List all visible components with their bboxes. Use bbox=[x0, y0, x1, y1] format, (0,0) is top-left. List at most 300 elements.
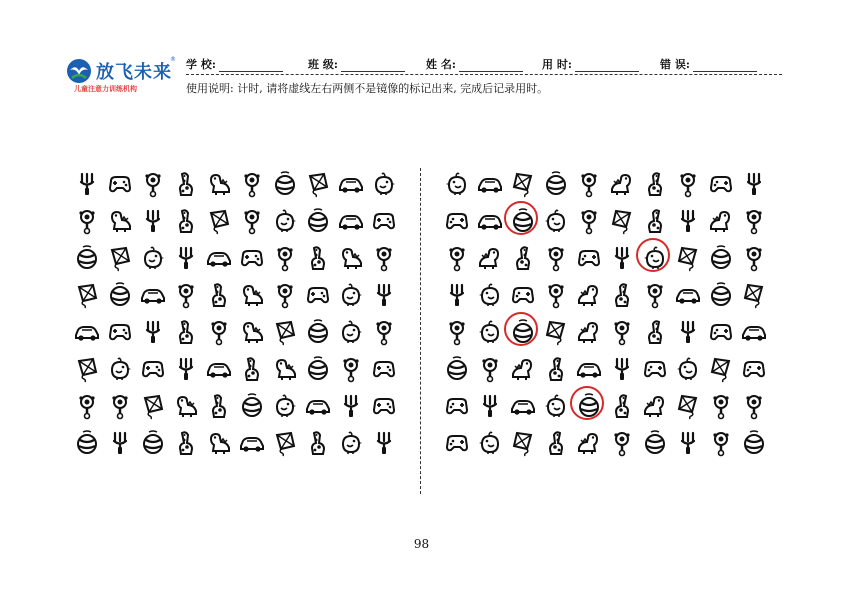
right-grid-cell[interactable] bbox=[473, 316, 506, 353]
left-grid-cell[interactable] bbox=[301, 427, 334, 464]
car-icon bbox=[337, 207, 365, 235]
left-grid-cell[interactable] bbox=[334, 242, 367, 279]
rattle-icon bbox=[542, 244, 570, 272]
right-grid-cell[interactable] bbox=[737, 168, 770, 205]
car-icon bbox=[205, 244, 233, 272]
right-grid-cell[interactable] bbox=[671, 205, 704, 242]
left-grid-cell[interactable] bbox=[136, 316, 169, 353]
ball-icon bbox=[304, 207, 332, 235]
left-grid-cell[interactable] bbox=[103, 279, 136, 316]
left-grid-cell[interactable] bbox=[103, 427, 136, 464]
ball-icon bbox=[139, 429, 167, 457]
left-grid-cell[interactable] bbox=[235, 279, 268, 316]
rattle-icon bbox=[443, 244, 471, 272]
left-grid-row bbox=[70, 242, 400, 279]
dino-icon bbox=[172, 392, 200, 420]
left-grid-cell[interactable] bbox=[136, 205, 169, 242]
ball-icon bbox=[106, 281, 134, 309]
rattle-icon bbox=[271, 281, 299, 309]
rattle-icon bbox=[172, 281, 200, 309]
giraffe-icon bbox=[509, 244, 537, 272]
right-grid-cell[interactable] bbox=[605, 316, 638, 353]
left-grid-cell[interactable] bbox=[103, 205, 136, 242]
left-grid-cell[interactable] bbox=[334, 205, 367, 242]
chick-icon bbox=[476, 318, 504, 346]
chick-icon bbox=[337, 429, 365, 457]
right-grid-cell[interactable] bbox=[737, 427, 770, 464]
right-grid-cell[interactable] bbox=[440, 390, 473, 427]
left-grid-cell[interactable] bbox=[301, 168, 334, 205]
left-grid-cell[interactable] bbox=[169, 390, 202, 427]
left-grid-cell[interactable] bbox=[268, 390, 301, 427]
car-icon bbox=[205, 355, 233, 383]
giraffe-icon bbox=[238, 355, 266, 383]
car-icon bbox=[139, 281, 167, 309]
right-grid-cell[interactable] bbox=[638, 353, 671, 390]
gamepad-icon bbox=[370, 392, 398, 420]
left-grid-cell[interactable] bbox=[301, 279, 334, 316]
left-grid-cell[interactable] bbox=[202, 168, 235, 205]
right-grid-cell[interactable] bbox=[704, 168, 737, 205]
left-grid-cell[interactable] bbox=[169, 205, 202, 242]
left-grid-cell[interactable] bbox=[334, 390, 367, 427]
right-grid-cell[interactable] bbox=[704, 390, 737, 427]
kite-icon bbox=[674, 392, 702, 420]
left-grid-cell[interactable] bbox=[70, 353, 103, 390]
left-grid-cell[interactable] bbox=[367, 168, 400, 205]
left-grid-cell[interactable] bbox=[103, 168, 136, 205]
logo-title: 放飞未来 bbox=[96, 62, 172, 83]
kite-icon bbox=[608, 207, 636, 235]
left-grid-cell[interactable] bbox=[268, 168, 301, 205]
red-circle-mark bbox=[504, 201, 538, 235]
car-icon bbox=[73, 318, 101, 346]
left-grid-cell[interactable] bbox=[70, 390, 103, 427]
right-grid-cell[interactable] bbox=[671, 353, 704, 390]
left-grid-cell[interactable] bbox=[70, 427, 103, 464]
right-grid-cell[interactable] bbox=[440, 279, 473, 316]
left-grid-cell[interactable] bbox=[334, 427, 367, 464]
chick-icon bbox=[271, 392, 299, 420]
red-circle-mark bbox=[570, 386, 604, 420]
right-grid-cell[interactable] bbox=[440, 427, 473, 464]
dino-icon bbox=[641, 392, 669, 420]
right-icon-grid bbox=[440, 168, 770, 464]
left-grid-cell[interactable] bbox=[367, 205, 400, 242]
giraffe-icon bbox=[205, 392, 233, 420]
rattle-icon bbox=[139, 170, 167, 198]
left-grid-cell[interactable] bbox=[301, 390, 334, 427]
logo-registered-mark: ® bbox=[170, 56, 176, 63]
rattle-icon bbox=[674, 170, 702, 198]
left-grid-cell[interactable] bbox=[235, 205, 268, 242]
left-grid-cell[interactable] bbox=[136, 353, 169, 390]
left-grid-cell[interactable] bbox=[70, 205, 103, 242]
left-grid-cell[interactable] bbox=[268, 242, 301, 279]
right-grid-cell[interactable] bbox=[638, 390, 671, 427]
dino-icon bbox=[575, 429, 603, 457]
ball-icon bbox=[707, 281, 735, 309]
kite-icon bbox=[542, 318, 570, 346]
left-grid-cell[interactable] bbox=[103, 242, 136, 279]
left-grid-cell[interactable] bbox=[235, 390, 268, 427]
left-grid-cell[interactable] bbox=[268, 279, 301, 316]
right-grid-cell[interactable] bbox=[572, 353, 605, 390]
right-grid-cell[interactable] bbox=[539, 168, 572, 205]
right-grid-cell[interactable] bbox=[605, 390, 638, 427]
gamepad-icon bbox=[443, 392, 471, 420]
left-grid-cell[interactable] bbox=[202, 205, 235, 242]
left-grid-cell[interactable] bbox=[367, 242, 400, 279]
worksheet-header bbox=[60, 48, 780, 100]
right-grid-row bbox=[440, 168, 770, 205]
right-grid-cell[interactable] bbox=[704, 279, 737, 316]
fork-icon bbox=[172, 355, 200, 383]
left-grid-cell[interactable] bbox=[235, 168, 268, 205]
left-grid-cell[interactable] bbox=[367, 427, 400, 464]
rattle-icon bbox=[608, 318, 636, 346]
chick-icon bbox=[476, 429, 504, 457]
right-grid-cell[interactable] bbox=[506, 390, 539, 427]
left-grid-cell[interactable] bbox=[136, 242, 169, 279]
left-grid-cell[interactable] bbox=[268, 205, 301, 242]
right-grid-cell[interactable] bbox=[440, 242, 473, 279]
left-grid-cell[interactable] bbox=[136, 390, 169, 427]
rattle-icon bbox=[740, 244, 768, 272]
right-grid-cell[interactable] bbox=[671, 316, 704, 353]
kite-icon bbox=[674, 244, 702, 272]
kite-icon bbox=[73, 355, 101, 383]
left-grid-cell[interactable] bbox=[103, 316, 136, 353]
left-grid-cell[interactable] bbox=[169, 316, 202, 353]
fork-icon bbox=[674, 429, 702, 457]
left-grid-cell[interactable] bbox=[103, 353, 136, 390]
dino-icon bbox=[205, 429, 233, 457]
right-grid-cell[interactable] bbox=[638, 168, 671, 205]
right-grid-cell[interactable] bbox=[473, 427, 506, 464]
right-grid-cell[interactable] bbox=[737, 242, 770, 279]
left-grid-row bbox=[70, 390, 400, 427]
dino-icon bbox=[271, 355, 299, 383]
kite-icon bbox=[139, 392, 167, 420]
time-used-field[interactable]: 用 时: bbox=[542, 56, 639, 72]
chick-icon bbox=[443, 170, 471, 198]
giraffe-icon bbox=[304, 244, 332, 272]
left-grid-cell[interactable] bbox=[334, 353, 367, 390]
right-grid-cell[interactable] bbox=[638, 205, 671, 242]
right-grid-cell[interactable] bbox=[539, 316, 572, 353]
giraffe-icon bbox=[608, 392, 636, 420]
right-grid-row bbox=[440, 427, 770, 464]
rattle-icon bbox=[575, 207, 603, 235]
fork-icon bbox=[73, 170, 101, 198]
instruction-text: 使用说明: 计时, 请将虚线左右两侧不是镜像的标记出来, 完成后记录用时。 bbox=[186, 82, 549, 95]
giraffe-icon bbox=[641, 207, 669, 235]
right-grid-cell[interactable] bbox=[572, 427, 605, 464]
giraffe-icon bbox=[608, 281, 636, 309]
car-icon bbox=[238, 429, 266, 457]
giraffe-icon bbox=[172, 429, 200, 457]
rattle-icon bbox=[641, 281, 669, 309]
right-grid-cell[interactable] bbox=[440, 168, 473, 205]
left-grid-cell[interactable] bbox=[367, 279, 400, 316]
left-grid-cell[interactable] bbox=[334, 168, 367, 205]
dino-icon bbox=[238, 318, 266, 346]
right-grid-cell[interactable] bbox=[605, 279, 638, 316]
right-grid-cell[interactable] bbox=[704, 242, 737, 279]
right-grid-row bbox=[440, 390, 770, 427]
rattle-icon bbox=[73, 392, 101, 420]
dino-icon bbox=[707, 207, 735, 235]
dino-icon bbox=[509, 355, 537, 383]
kite-icon bbox=[205, 207, 233, 235]
left-grid-cell[interactable] bbox=[268, 353, 301, 390]
left-grid-cell[interactable] bbox=[268, 316, 301, 353]
left-grid-cell[interactable] bbox=[235, 427, 268, 464]
gamepad-icon bbox=[106, 170, 134, 198]
right-grid-cell[interactable] bbox=[572, 390, 605, 427]
left-grid-cell[interactable] bbox=[235, 353, 268, 390]
left-grid-cell[interactable] bbox=[202, 242, 235, 279]
right-grid-row bbox=[440, 242, 770, 279]
kite-icon bbox=[304, 170, 332, 198]
right-grid-cell[interactable] bbox=[506, 279, 539, 316]
gamepad-icon bbox=[139, 355, 167, 383]
gamepad-icon bbox=[304, 281, 332, 309]
kite-icon bbox=[73, 281, 101, 309]
chick-icon bbox=[337, 318, 365, 346]
right-grid-cell[interactable] bbox=[473, 242, 506, 279]
left-grid-cell[interactable] bbox=[202, 390, 235, 427]
right-grid-cell[interactable] bbox=[737, 353, 770, 390]
fork-icon bbox=[172, 244, 200, 272]
car-icon bbox=[674, 281, 702, 309]
fork-icon bbox=[674, 207, 702, 235]
right-grid-cell[interactable] bbox=[638, 427, 671, 464]
right-grid-cell[interactable] bbox=[539, 205, 572, 242]
right-grid-cell[interactable] bbox=[704, 427, 737, 464]
gamepad-icon bbox=[370, 207, 398, 235]
rattle-icon bbox=[238, 170, 266, 198]
right-grid-cell[interactable] bbox=[539, 353, 572, 390]
rattle-icon bbox=[271, 244, 299, 272]
chick-icon bbox=[476, 281, 504, 309]
left-grid-cell[interactable] bbox=[136, 168, 169, 205]
right-grid-cell[interactable] bbox=[638, 279, 671, 316]
left-grid-cell[interactable] bbox=[70, 316, 103, 353]
right-grid-cell[interactable] bbox=[605, 353, 638, 390]
right-grid-cell[interactable] bbox=[440, 205, 473, 242]
left-grid-cell[interactable] bbox=[301, 242, 334, 279]
giraffe-icon bbox=[641, 170, 669, 198]
left-grid-cell[interactable] bbox=[235, 316, 268, 353]
right-grid-cell[interactable] bbox=[473, 168, 506, 205]
right-grid-cell[interactable] bbox=[506, 353, 539, 390]
left-grid-cell[interactable] bbox=[334, 316, 367, 353]
left-grid-cell[interactable] bbox=[70, 279, 103, 316]
left-grid-cell[interactable] bbox=[367, 353, 400, 390]
page-number: 98 bbox=[413, 537, 430, 551]
gamepad-icon bbox=[509, 281, 537, 309]
right-grid-cell[interactable] bbox=[737, 205, 770, 242]
fork-icon bbox=[476, 392, 504, 420]
ball-icon bbox=[73, 244, 101, 272]
left-grid-cell[interactable] bbox=[70, 242, 103, 279]
car-icon bbox=[740, 318, 768, 346]
fork-icon bbox=[674, 318, 702, 346]
right-grid-cell[interactable] bbox=[704, 316, 737, 353]
errors-field[interactable]: 错 误: bbox=[660, 56, 757, 72]
ball-icon bbox=[73, 429, 101, 457]
right-grid-cell[interactable] bbox=[737, 316, 770, 353]
giraffe-icon bbox=[641, 318, 669, 346]
right-grid-cell[interactable] bbox=[704, 353, 737, 390]
right-grid-cell[interactable] bbox=[572, 168, 605, 205]
right-grid-cell[interactable] bbox=[506, 242, 539, 279]
chick-icon bbox=[139, 244, 167, 272]
left-grid-row bbox=[70, 279, 400, 316]
left-grid-row bbox=[70, 168, 400, 205]
fork-icon bbox=[608, 355, 636, 383]
rattle-icon bbox=[337, 355, 365, 383]
right-grid-cell[interactable] bbox=[737, 390, 770, 427]
right-grid-cell[interactable] bbox=[638, 316, 671, 353]
right-grid-cell[interactable] bbox=[506, 168, 539, 205]
right-grid-cell[interactable] bbox=[572, 205, 605, 242]
giraffe-icon bbox=[205, 281, 233, 309]
gamepad-icon bbox=[370, 355, 398, 383]
gamepad-icon bbox=[740, 355, 768, 383]
fork-icon bbox=[139, 207, 167, 235]
left-grid-cell[interactable] bbox=[169, 242, 202, 279]
right-grid-cell[interactable] bbox=[539, 242, 572, 279]
rattle-icon bbox=[707, 429, 735, 457]
left-grid-cell[interactable] bbox=[169, 168, 202, 205]
left-grid-cell[interactable] bbox=[202, 353, 235, 390]
left-grid-cell[interactable] bbox=[301, 353, 334, 390]
left-grid-cell[interactable] bbox=[367, 390, 400, 427]
kite-icon bbox=[106, 244, 134, 272]
left-grid-cell[interactable] bbox=[103, 390, 136, 427]
fork-icon bbox=[370, 281, 398, 309]
gamepad-icon bbox=[575, 244, 603, 272]
rattle-icon bbox=[740, 392, 768, 420]
right-grid-cell[interactable] bbox=[671, 279, 704, 316]
school-field[interactable]: 学 校: bbox=[186, 56, 283, 72]
right-grid-cell[interactable] bbox=[473, 390, 506, 427]
left-grid-cell[interactable] bbox=[70, 168, 103, 205]
right-grid-row bbox=[440, 316, 770, 353]
left-grid-cell[interactable] bbox=[301, 316, 334, 353]
right-grid-cell[interactable] bbox=[671, 427, 704, 464]
right-grid-cell[interactable] bbox=[440, 316, 473, 353]
right-grid-cell[interactable] bbox=[572, 316, 605, 353]
chick-icon bbox=[674, 355, 702, 383]
dino-icon bbox=[575, 281, 603, 309]
right-grid-cell[interactable] bbox=[638, 242, 671, 279]
giraffe-icon bbox=[542, 355, 570, 383]
gamepad-icon bbox=[641, 355, 669, 383]
ball-icon bbox=[271, 170, 299, 198]
chick-icon bbox=[106, 355, 134, 383]
fork-icon bbox=[370, 429, 398, 457]
left-grid-cell[interactable] bbox=[169, 279, 202, 316]
right-grid-cell[interactable] bbox=[572, 242, 605, 279]
right-grid-cell[interactable] bbox=[572, 279, 605, 316]
left-grid-cell[interactable] bbox=[169, 353, 202, 390]
left-grid-cell[interactable] bbox=[169, 427, 202, 464]
name-field[interactable]: 姓 名: bbox=[426, 56, 523, 72]
right-grid-cell[interactable] bbox=[440, 353, 473, 390]
left-grid-cell[interactable] bbox=[136, 427, 169, 464]
class-field[interactable]: 班 级: bbox=[308, 56, 405, 72]
right-grid-cell[interactable] bbox=[737, 279, 770, 316]
right-grid-cell[interactable] bbox=[539, 279, 572, 316]
right-grid-cell[interactable] bbox=[605, 168, 638, 205]
left-grid-cell[interactable] bbox=[202, 427, 235, 464]
right-grid-cell[interactable] bbox=[473, 205, 506, 242]
left-grid-cell[interactable] bbox=[202, 279, 235, 316]
mirror-divider bbox=[420, 168, 421, 494]
car-icon bbox=[575, 355, 603, 383]
car-icon bbox=[476, 170, 504, 198]
left-grid-cell[interactable] bbox=[202, 316, 235, 353]
logo-subtitle: 儿童注意力训练机构 bbox=[74, 85, 137, 93]
left-grid-cell[interactable] bbox=[334, 279, 367, 316]
right-grid-cell[interactable] bbox=[473, 279, 506, 316]
left-grid-cell[interactable] bbox=[301, 205, 334, 242]
right-grid-cell[interactable] bbox=[605, 242, 638, 279]
right-grid-cell[interactable] bbox=[605, 427, 638, 464]
right-grid-cell[interactable] bbox=[671, 242, 704, 279]
right-grid-cell[interactable] bbox=[473, 353, 506, 390]
rattle-icon bbox=[740, 207, 768, 235]
right-grid-cell[interactable] bbox=[605, 205, 638, 242]
right-grid-cell[interactable] bbox=[704, 205, 737, 242]
fork-icon bbox=[608, 244, 636, 272]
kite-icon bbox=[271, 429, 299, 457]
student-info-fields bbox=[186, 56, 782, 75]
right-grid-cell[interactable] bbox=[506, 205, 539, 242]
rattle-icon bbox=[73, 207, 101, 235]
left-grid-cell[interactable] bbox=[268, 427, 301, 464]
dino-icon bbox=[608, 170, 636, 198]
fork-icon bbox=[139, 318, 167, 346]
right-grid-cell[interactable] bbox=[671, 390, 704, 427]
rattle-icon bbox=[370, 318, 398, 346]
left-grid-cell[interactable] bbox=[136, 279, 169, 316]
fork-icon bbox=[337, 392, 365, 420]
right-grid-cell[interactable] bbox=[506, 427, 539, 464]
ball-icon bbox=[641, 429, 669, 457]
ball-icon bbox=[443, 355, 471, 383]
right-grid-cell[interactable] bbox=[539, 427, 572, 464]
right-grid-cell[interactable] bbox=[506, 316, 539, 353]
chick-icon bbox=[271, 207, 299, 235]
gamepad-icon bbox=[707, 318, 735, 346]
fork-icon bbox=[106, 429, 134, 457]
left-grid-cell[interactable] bbox=[235, 242, 268, 279]
right-grid-cell[interactable] bbox=[539, 390, 572, 427]
giraffe-icon bbox=[172, 170, 200, 198]
chick-icon bbox=[337, 281, 365, 309]
left-grid-row bbox=[70, 205, 400, 242]
kite-icon bbox=[707, 355, 735, 383]
left-grid-row bbox=[70, 316, 400, 353]
giraffe-icon bbox=[172, 207, 200, 235]
right-grid-cell[interactable] bbox=[671, 168, 704, 205]
left-grid-cell[interactable] bbox=[367, 316, 400, 353]
